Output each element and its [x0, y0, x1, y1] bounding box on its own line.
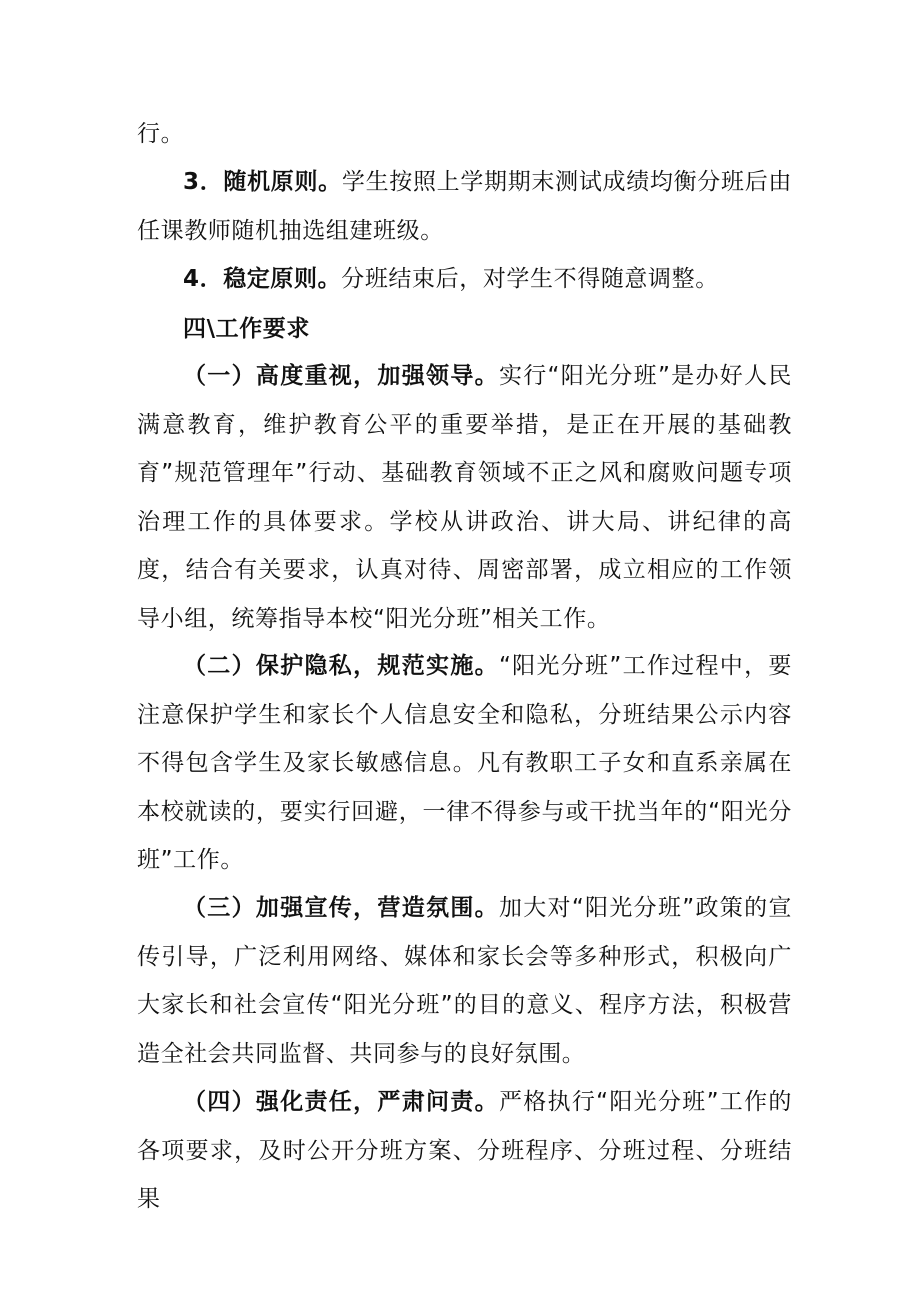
paragraph-lead: 4．稳定原则。 [183, 266, 342, 292]
paragraph-text: 实行“阳光分班”是办好人民满意教育，维护教育公平的重要举措，是正在开展的基础教育”规范管理年”行动、基础教育领域不正之风和腐败问题专项治理工作的具体要求。学校从讲政治、讲大局、讲纪律的高度，结合有关要求，认真对待、周密部署，成立相应的工作领导小组，统筹指导本校“阳光分班”相关工作。 [137, 363, 792, 632]
section-heading [137, 305, 792, 354]
paragraph-lead: 3．随机原则。 [183, 169, 342, 195]
paragraph-continuation [137, 110, 792, 159]
paragraph-lead: （一）高度重视，加强领导。 [183, 363, 499, 389]
paragraph-random-principle [137, 158, 792, 255]
section-heading-text: 四\工作要求 [183, 316, 311, 342]
paragraph-text: 严格执行“阳光分班”工作的各项要求，及时公开分班方案、分班程序、分班过程、分班结果 [137, 1089, 792, 1212]
paragraph-text: 行。 [137, 121, 185, 147]
paragraph-text: 学生按照上学期期末测试成绩均衡分班后由任课教师随机抽选组建班级。 [137, 169, 792, 244]
paragraph-lead: （三）加强宣传，营造氛围。 [183, 895, 499, 921]
paragraph-stable-principle [137, 255, 792, 304]
paragraph-requirement-4 [137, 1078, 792, 1224]
paragraph-requirement-3 [137, 884, 792, 1078]
paragraph-requirement-2 [137, 642, 792, 885]
paragraph-lead: （二）保护隐私，规范实施。 [183, 653, 499, 679]
paragraph-text: 分班结束后，对学生不得随意调整。 [341, 266, 719, 292]
paragraph-text: 加大对“阳光分班”政策的宣传引导，广泛利用网络、媒体和家长会等多种形式，积极向广大家长和社会宣传“阳光分班”的目的意义、程序方法，积极营造全社会共同监督、共同参与的良好氛围。 [137, 895, 792, 1067]
paragraph-requirement-1 [137, 352, 792, 643]
paragraph-text: “阳光分班”工作过程中，要注意保护学生和家长个人信息安全和隐私，分班结果公示内容不得包含学生及家长敏感信息。凡有教职工子女和直系亲属在本校就读的，要实行回避，一律不得参与或干扰当年的“阳光分班”工作。 [137, 653, 792, 873]
paragraph-lead: （四）强化责任，严肃问责。 [183, 1089, 499, 1115]
